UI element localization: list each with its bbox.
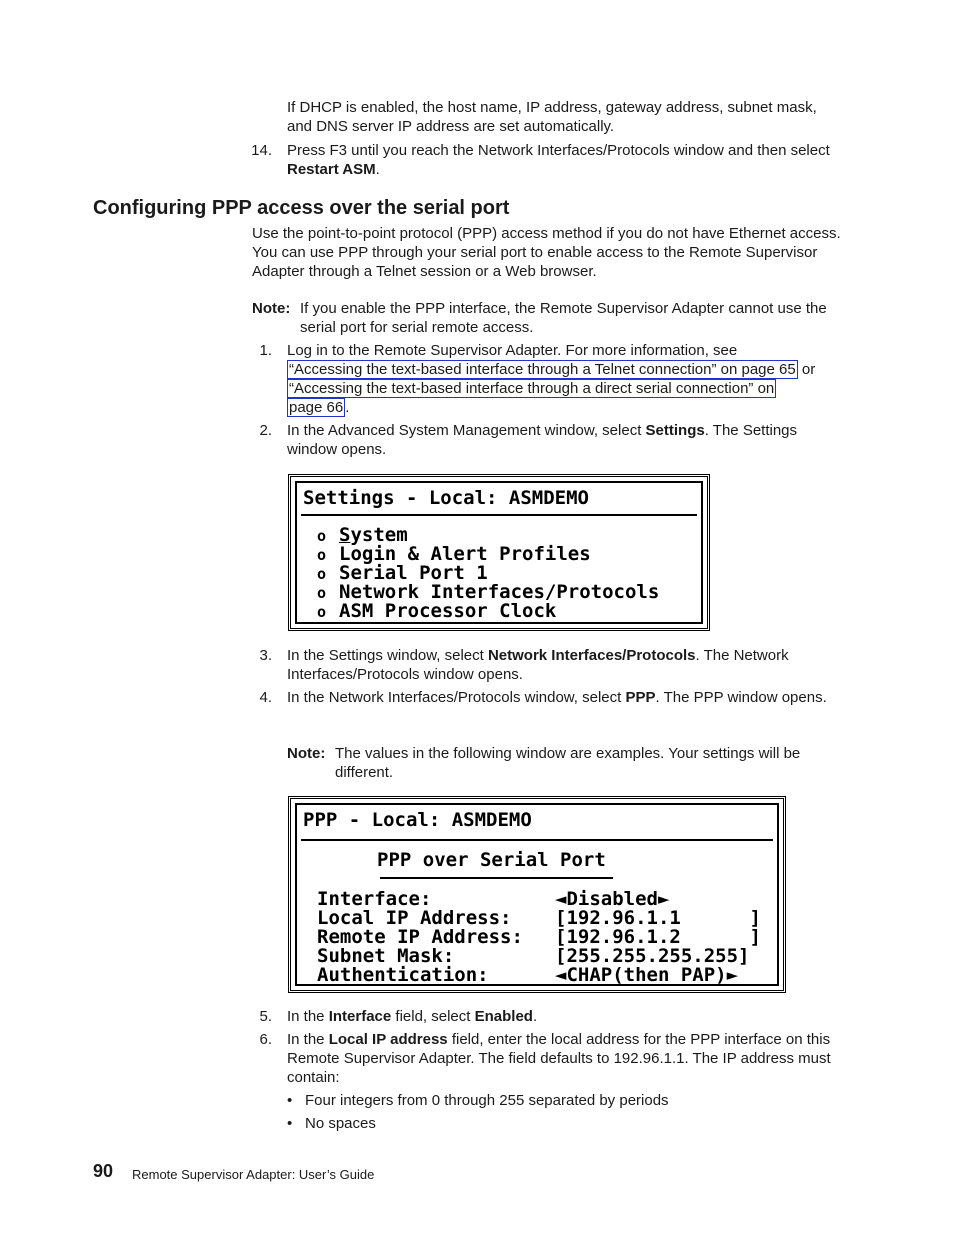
remote-ip-value: [192.96.1.2 ] [555,926,761,948]
step-6-bold: Local IP address [328,1031,448,1048]
remote-ip-label: Remote IP Address: [317,926,523,948]
step-5-text [287,1007,842,1026]
step-5-bold-interface: Interface [328,1008,392,1025]
menu-item-system-label: ystem [350,524,408,546]
ppp-window-title: PPP - Local: ASMDEMO [303,809,532,831]
menu-bullet: o [317,565,327,583]
step-14-tail: . [375,161,380,178]
telnet-connection-link[interactable]: “Accessing the text-based interface through a Telnet connection” on page 65 [289,361,796,378]
authentication-value: ◄CHAP(then PAP)► [555,964,739,986]
ppp-window-frame [295,803,779,986]
menu-item-clock [317,602,556,622]
step-6-number: 6. [259,1031,272,1048]
interface-label: Interface: [317,888,432,910]
step-5-lead: In the [287,1008,329,1025]
section-intro-paragraph: Use the point-to-point protocol (PPP) access method if you do not have Ethernet access. You can use PPP through your serial port to enable access to the Remote Supervisor Adapter through a Telnet session or a Web browser. [252,225,841,280]
step-2-text [287,421,842,459]
authentication-label: Authentication: [317,964,489,986]
step-2-number: 2. [259,422,272,439]
step-14-number: 14. [251,142,272,159]
dhcp-paragraph: If DHCP is enabled, the host name, IP address, gateway address, subnet mask, and DNS server IP address are set automatically. [287,99,817,135]
settings-window-frame [295,481,703,624]
settings-window-screenshot [288,474,710,631]
interface-value: ◄Disabled► [555,888,670,910]
ppp-subtitle-rule [380,877,613,879]
step-4-tail: . The PPP window opens. [655,689,827,706]
menu-item-login-label: Login & Alert Profiles [339,543,591,565]
ppp-title-rule [301,839,773,841]
step-5-mid: field, select [391,1008,475,1025]
step-14-lead: Press F3 until you reach the Network Interfaces/Protocols window and then select [287,142,830,159]
local-ip-value: [192.96.1.1 ] [555,907,761,929]
step-4-bold: PPP [625,689,656,706]
menu-bullet: o [317,603,327,621]
menu-bullet: o [317,584,327,602]
step-5-bold-enabled: Enabled [474,1008,533,1025]
page-number: 90 [93,1161,114,1181]
menu-item-clock-label: ASM Processor Clock [339,600,557,622]
step-1-text [287,341,842,417]
step-14-text [287,141,842,179]
section-heading: Configuring PPP access over the serial port [93,197,510,219]
menu-item-serial-label: Serial Port 1 [339,562,488,584]
step-3-tail: . The Network Interfaces/Protocols window opens. [287,647,789,683]
step-2-lead: In the Advanced System Management window, select [287,422,646,439]
authentication-field-row [317,966,738,985]
menu-item-network-label: Network Interfaces/Protocols [339,581,660,603]
step-6-tail: field, enter the local address for the PPP interface on this Remote Supervisor Adapter. The field defaults to 192.96.1.1. The IP address must contain: [287,1031,831,1086]
step-4-text [287,688,842,707]
step-4-number: 4. [259,689,272,706]
step-1-or: or [797,361,816,378]
step-6-lead: In the [287,1031,329,1048]
serial-connection-link[interactable]: “Accessing the text-based interface through a direct serial connection” on [289,380,775,397]
step-5-tail: . [532,1008,538,1025]
note-1-label: Note: [252,300,291,317]
bullet-item-integers: Four integers from 0 through 255 separated by periods [305,1092,669,1109]
step-2-tail: . The Settings window opens. [287,422,798,458]
note-2-label: Note: [287,745,326,762]
step-2-bold: Settings [645,422,705,439]
bullet-mark: • [287,1115,293,1132]
step-3-bold: Network Interfaces/Protocols [487,647,696,664]
bullet-item-no-spaces: No spaces [305,1115,376,1132]
serial-connection-link-page[interactable]: page 66 [289,399,344,416]
step-14-bold: Restart ASM [287,161,376,178]
settings-title-rule [301,514,697,516]
text-cursor: S [339,524,351,546]
step-1-lead: Log in to the Remote Supervisor Adapter. For more information, see [287,342,738,359]
settings-window-title: Settings - Local: ASMDEMO [303,487,589,509]
step-1-end: . [345,399,350,416]
step-3-lead: In the Settings window, select [287,647,488,664]
menu-bullet: o [317,527,327,545]
step-1-number: 1. [259,342,272,359]
step-5-number: 5. [259,1008,272,1025]
ppp-subtitle: PPP over Serial Port [377,849,606,871]
step-4-lead: In the Network Interfaces/Protocols window, select [287,689,626,706]
step-3-text [287,646,842,684]
step-3-number: 3. [259,647,272,664]
local-ip-label: Local IP Address: [317,907,512,929]
note-1-text: If you enable the PPP interface, the Remote Supervisor Adapter cannot use the serial port for serial remote access. [300,300,827,336]
ppp-window-screenshot [288,796,786,993]
bullet-mark: • [287,1092,293,1109]
subnet-mask-label: Subnet Mask: [317,945,455,967]
step-6-text [287,1030,842,1087]
note-2-text: The values in the following window are examples. Your settings will be different. [335,745,801,781]
subnet-mask-value: [255.255.255.255] [555,945,750,967]
menu-bullet: o [317,546,327,564]
book-title: Remote Supervisor Adapter: User’s Guide [132,1167,375,1182]
